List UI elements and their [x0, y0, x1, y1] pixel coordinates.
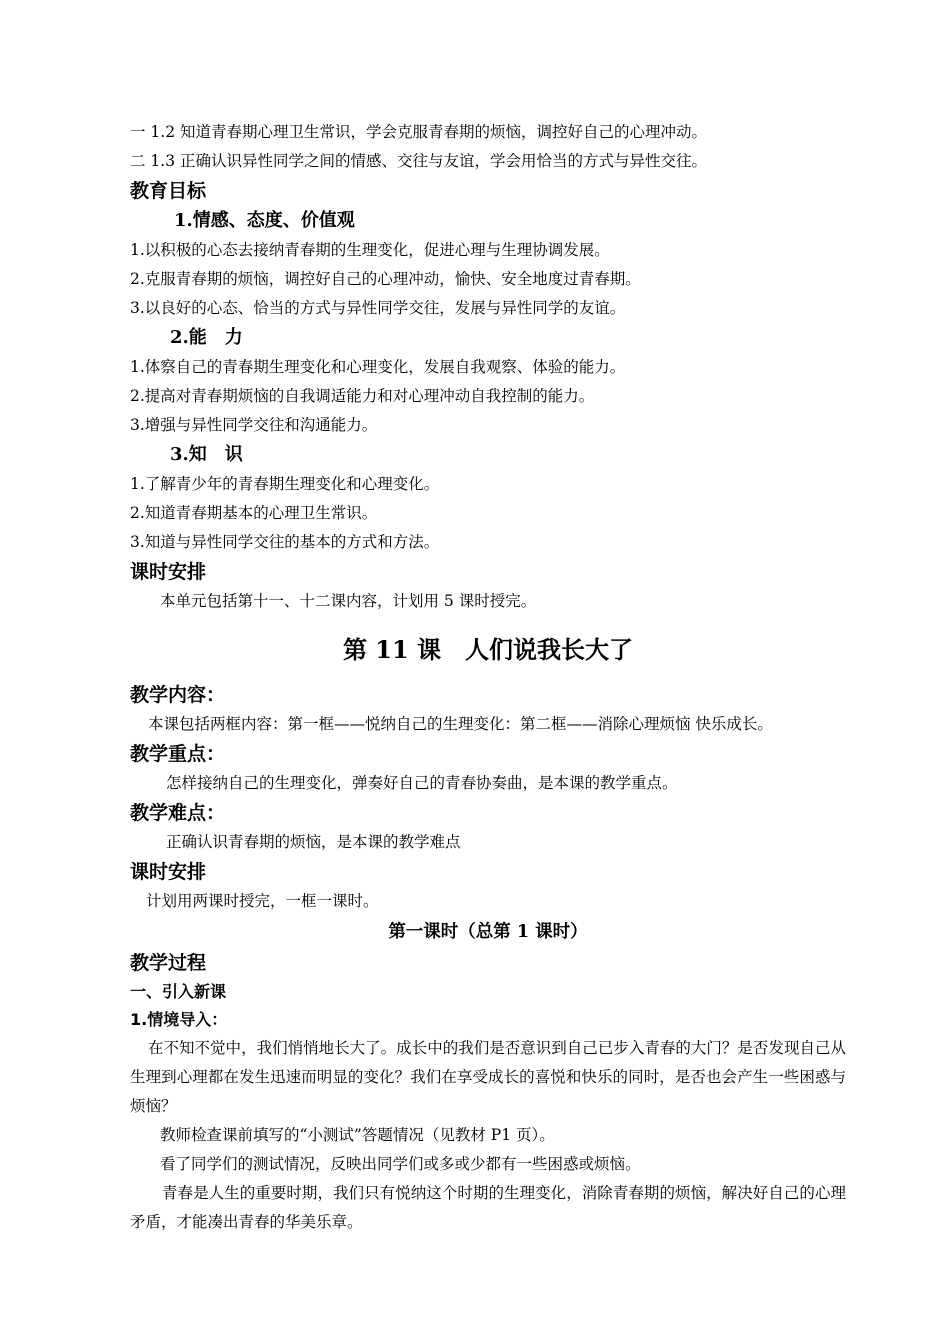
- list-item: 2.知道青春期基本的心理卫生常识。: [130, 504, 378, 522]
- objective-item: 一 1.2 知道青春期心理卫生常识，学会克服青春期的烦恼，调控好自己的心理冲动。: [130, 123, 708, 141]
- paragraph: 教师检查课前填写的“小测试”答题情况（见教材 P1 页）。: [160, 1126, 555, 1144]
- lesson-title: 第 11 课 人们说我长大了: [342, 635, 634, 664]
- lesson-schedule-text: 计划用两课时授完，一框一课时。: [146, 892, 379, 910]
- paragraph: 看了同学们的测试情况，反映出同学们或多或少都有一些困惑或烦恼。: [160, 1155, 641, 1173]
- list-item: 1.体察自己的青春期生理变化和心理变化，发展自我观察、体验的能力。: [130, 358, 626, 376]
- section-heading-goals: 教育目标: [130, 180, 207, 202]
- schedule-text: 本单元包括第十一、十二课内容，计划用 5 课时授完。: [160, 592, 537, 610]
- content-text: 本课包括两框内容：第一框——悦纳自己的生理变化：第二框——消除心理烦恼 快乐成长。: [148, 715, 773, 733]
- paragraph: 在不知不觉中，我们悄悄地长大了。成长中的我们是否意识到自己已步入青春的大门？是否发现自己从生理到心理都在发生迅速而明显的变化？我们在享受成长的喜悦和快乐的同时，是否也会产生一些困惑与烦恼？: [130, 1039, 846, 1115]
- period-title: 第一课时（总第 1 课时）: [388, 922, 588, 942]
- list-item: 1.以积极的心态去接纳青春期的生理变化，促进心理与生理协调发展。: [130, 241, 610, 259]
- subheading-knowledge: 3.知 识: [170, 444, 243, 465]
- step-heading: 一、引入新课: [130, 982, 227, 1001]
- list-item: 3.知道与异性同学交往的基本的方式和方法。: [130, 533, 440, 551]
- paragraph: 青春是人生的重要时期，我们只有悦纳这个时期的生理变化，消除青春期的烦恼，解决好自己的心理矛盾，才能凑出青春的华美乐章。: [130, 1184, 846, 1231]
- list-item: 1.了解青少年的青春期生理变化和心理变化。: [130, 475, 440, 493]
- difficulty-text: 正确认识青春期的烦恼，是本课的教学难点: [166, 833, 461, 851]
- list-item: 3.增强与异性同学交往和沟通能力。: [130, 416, 378, 434]
- section-heading-lesson-schedule: 课时安排: [130, 861, 207, 883]
- focus-text: 怎样接纳自己的生理变化，弹奏好自己的青春协奏曲，是本课的教学重点。: [166, 774, 678, 792]
- section-heading-process: 教学过程: [130, 952, 207, 974]
- step-subheading: 1.情境导入：: [130, 1010, 228, 1029]
- subheading-ability: 2.能 力: [170, 327, 243, 348]
- section-heading-difficulty: 教学难点：: [130, 802, 226, 824]
- list-item: 3.以良好的心态、恰当的方式与异性同学交往，发展与异性同学的友谊。: [130, 299, 626, 317]
- document-page: [130, 118, 846, 1237]
- section-heading-content: 教学内容：: [130, 684, 226, 706]
- subheading-emotion: 1.情感、态度、价值观: [174, 210, 355, 231]
- section-heading-schedule: 课时安排: [130, 561, 207, 583]
- list-item: 2.提高对青春期烦恼的自我调适能力和对心理冲动自我控制的能力。: [130, 387, 595, 405]
- section-heading-focus: 教学重点：: [130, 743, 226, 765]
- objective-item: 二 1.3 正确认识异性同学之间的情感、交往与友谊，学会用恰当的方式与异性交往。: [130, 152, 708, 170]
- list-item: 2.克服青春期的烦恼，调控好自己的心理冲动，愉快、安全地度过青春期。: [130, 270, 641, 288]
